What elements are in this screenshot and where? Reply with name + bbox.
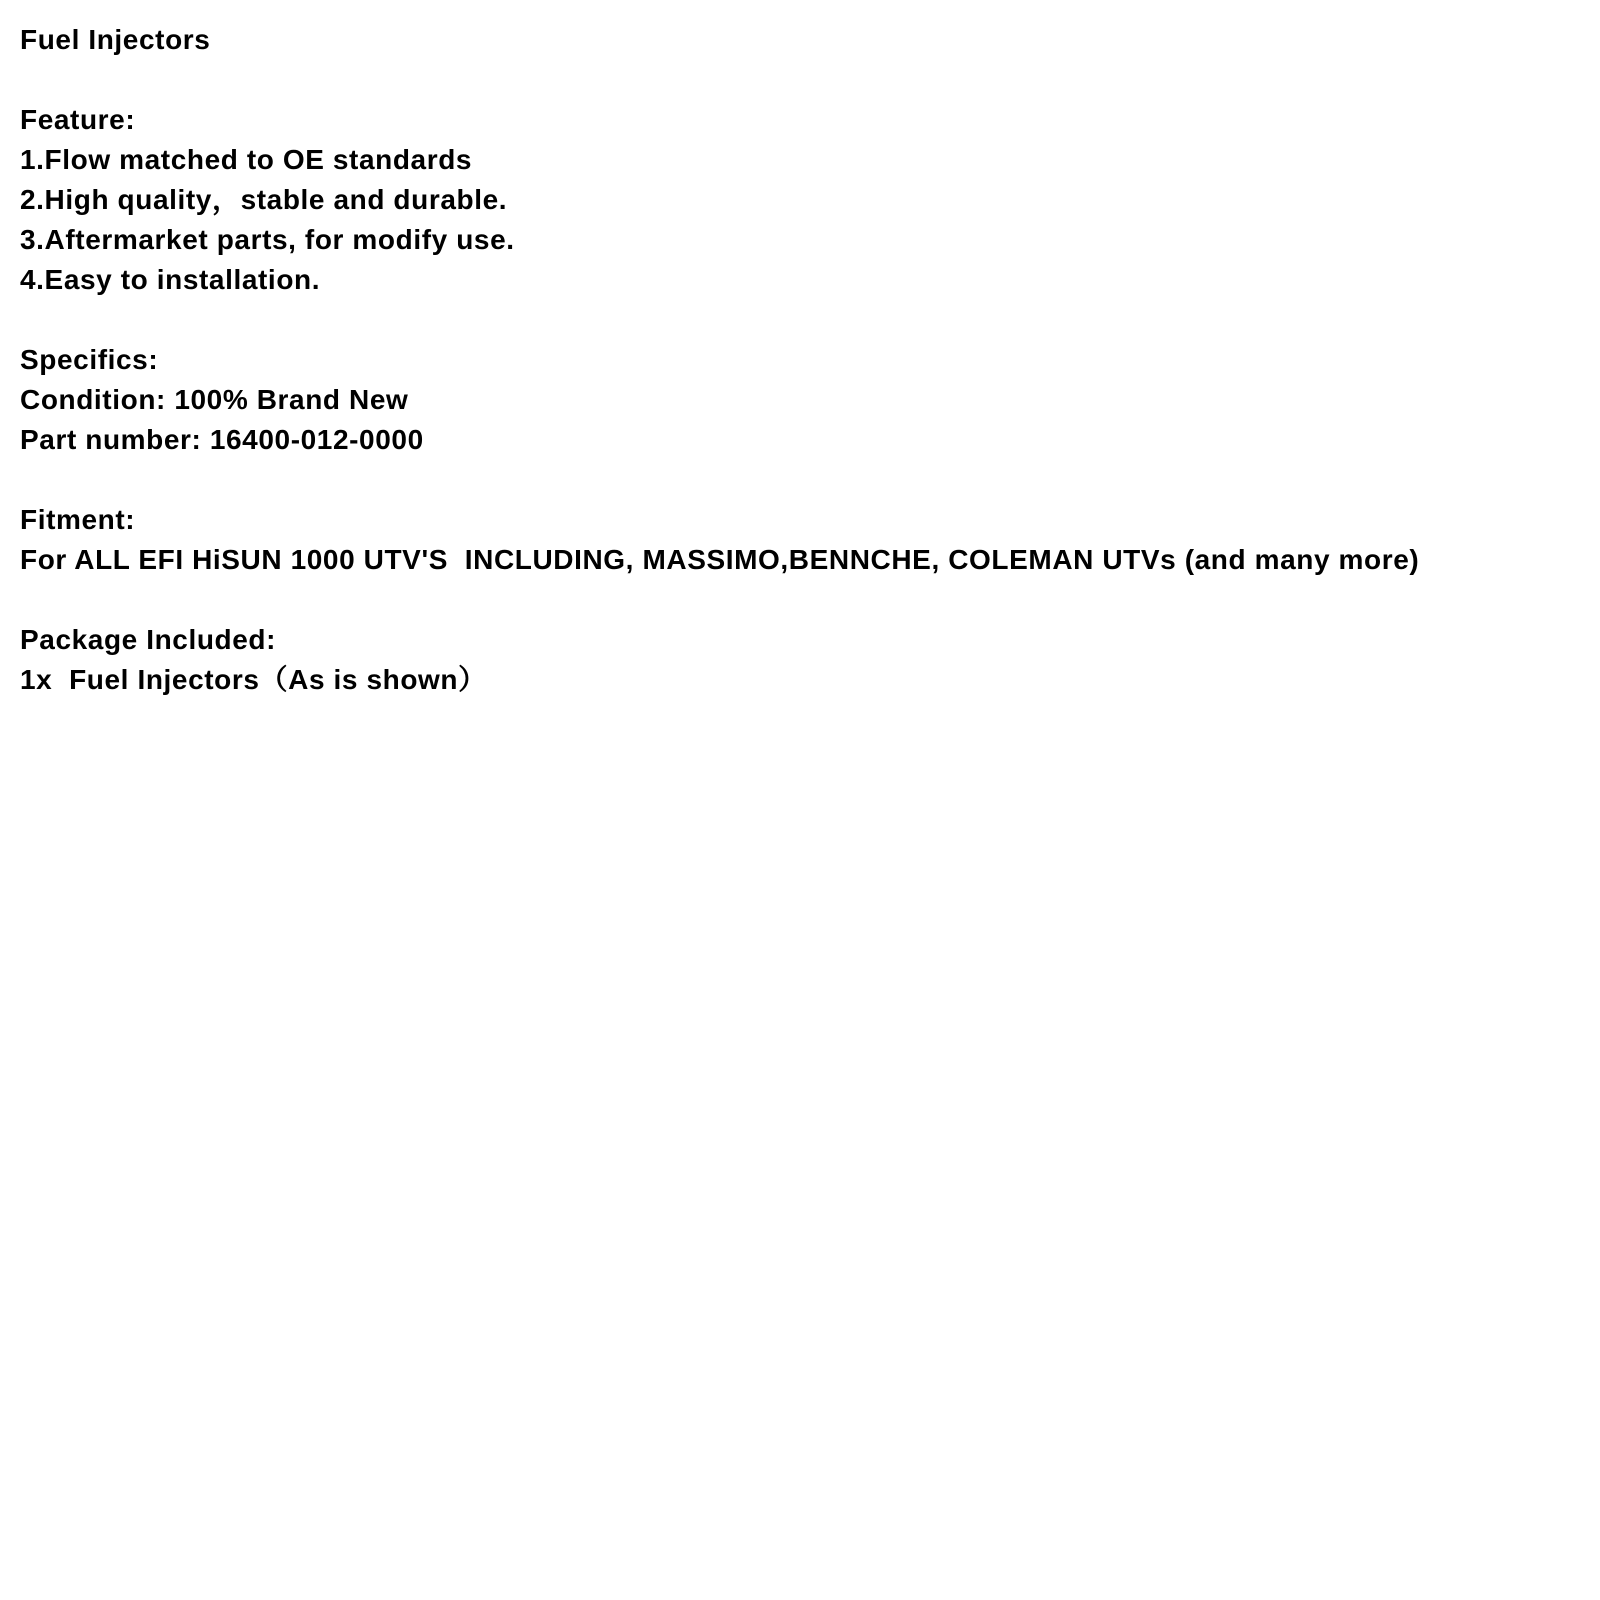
feature-item: 3.Aftermarket parts, for modify use. xyxy=(20,224,515,255)
product-title: Fuel Injectors xyxy=(20,24,211,55)
feature-heading: Feature: xyxy=(20,104,136,135)
feature-item: 2.High quality，stable and durable. xyxy=(20,184,508,215)
product-description xyxy=(20,20,1580,700)
fitment-text: For ALL EFI HiSUN 1000 UTV'S INCLUDING, MASSIMO,BENNCHE, COLEMAN UTVs (and many more) xyxy=(20,544,1420,575)
fitment-heading: Fitment: xyxy=(20,504,136,535)
spacer xyxy=(20,300,1580,340)
spacer xyxy=(20,60,1580,100)
package-text: 1x Fuel Injectors（As is shown） xyxy=(20,664,487,695)
spacer xyxy=(20,460,1580,500)
package-heading: Package Included: xyxy=(20,624,277,655)
condition-text: Condition: 100% Brand New xyxy=(20,384,409,415)
specifics-heading: Specifics: xyxy=(20,344,159,375)
spacer xyxy=(20,580,1580,620)
feature-item: 1.Flow matched to OE standards xyxy=(20,144,473,175)
feature-item: 4.Easy to installation. xyxy=(20,264,321,295)
part-number-text: Part number: 16400-012-0000 xyxy=(20,424,424,455)
